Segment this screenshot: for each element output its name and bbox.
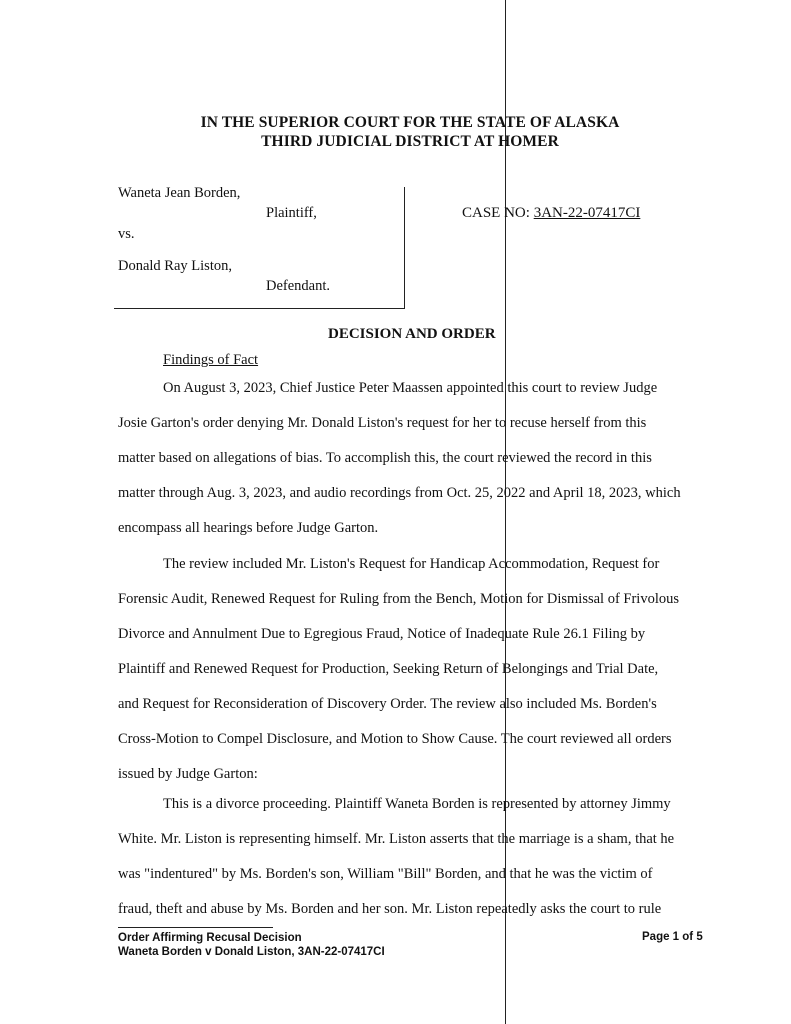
paragraph-line: matter based on allegations of bias. To accomplish this, the court reviewed the record in this	[118, 450, 652, 466]
paragraph-line: Cross-Motion to Compel Disclosure, and Motion to Show Cause. The court reviewed all orders	[118, 731, 672, 747]
caption-vertical-rule	[404, 187, 405, 309]
paragraph-line: The review included Mr. Liston's Request for Handicap Accommodation, Request for	[163, 556, 660, 572]
versus: vs.	[118, 226, 135, 242]
case-number-block	[462, 205, 640, 222]
caption-horizontal-rule	[114, 308, 405, 309]
defendant-role: Defendant.	[266, 278, 331, 294]
paragraph-1	[118, 371, 718, 546]
paragraph-line: fraud, theft and abuse by Ms. Borden and her son. Mr. Liston repeatedly asks the court to rule	[118, 901, 662, 917]
paragraph-line: Josie Garton's order denying Mr. Donald Liston's request for her to recuse herself from this	[118, 415, 647, 431]
judicial-district: THIRD JUDICIAL DISTRICT AT HOMER	[261, 133, 559, 150]
paragraph-line: issued by Judge Garton:	[118, 766, 258, 782]
paragraph-line: Plaintiff and Renewed Request for Production, Seeking Return of Belongings and Trial Date,	[118, 661, 659, 677]
paragraph-3	[118, 787, 718, 927]
paragraph-line: Divorce and Annulment Due to Egregious Fraud, Notice of Inadequate Rule 26.1 Filing by	[118, 626, 646, 642]
paragraph-line: Forensic Audit, Renewed Request for Ruling from the Bench, Motion for Dismissal of Frivolous	[118, 591, 680, 607]
paragraph-line: and Request for Reconsideration of Discovery Order. The review also included Ms. Borden's	[118, 696, 657, 712]
paragraph-line: matter through Aug. 3, 2023, and audio recordings from Oct. 25, 2022 and April 18, 2023, which	[118, 485, 681, 501]
document-title: DECISION AND ORDER	[328, 326, 496, 342]
case-label: CASE NO:	[462, 205, 530, 221]
paragraph-line: On August 3, 2023, Chief Justice Peter Maassen appointed this court to review Judge	[163, 380, 658, 396]
paragraph-line: encompass all hearings before Judge Garton.	[118, 520, 379, 536]
court-name: IN THE SUPERIOR COURT FOR THE STATE OF ALASKA	[200, 114, 620, 131]
plaintiff-name: Waneta Jean Borden,	[118, 185, 241, 201]
footer-case-ref: Waneta Borden v Donald Liston, 3AN-22-07417CI	[118, 946, 385, 958]
paragraph-line: White. Mr. Liston is representing himself. Mr. Liston asserts that the marriage is a sham, that he	[118, 831, 675, 847]
court-heading	[0, 113, 791, 151]
footer-caption	[118, 931, 385, 959]
section-heading: Findings of Fact	[163, 352, 259, 368]
paragraph-line: This is a divorce proceeding. Plaintiff Waneta Borden is represented by attorney Jimmy	[163, 796, 671, 812]
footer-rule	[118, 927, 273, 928]
paragraph-2	[118, 547, 718, 792]
plaintiff-role: Plaintiff,	[266, 205, 317, 221]
page-number: Page 1 of 5	[642, 931, 703, 943]
case-number: 3AN-22-07417CI	[533, 205, 641, 221]
paragraph-line: was "indentured" by Ms. Borden's son, William "Bill" Borden, and that he was the victim of	[118, 866, 653, 882]
footer-doc-title: Order Affirming Recusal Decision	[118, 932, 302, 944]
defendant-name: Donald Ray Liston,	[118, 258, 232, 274]
